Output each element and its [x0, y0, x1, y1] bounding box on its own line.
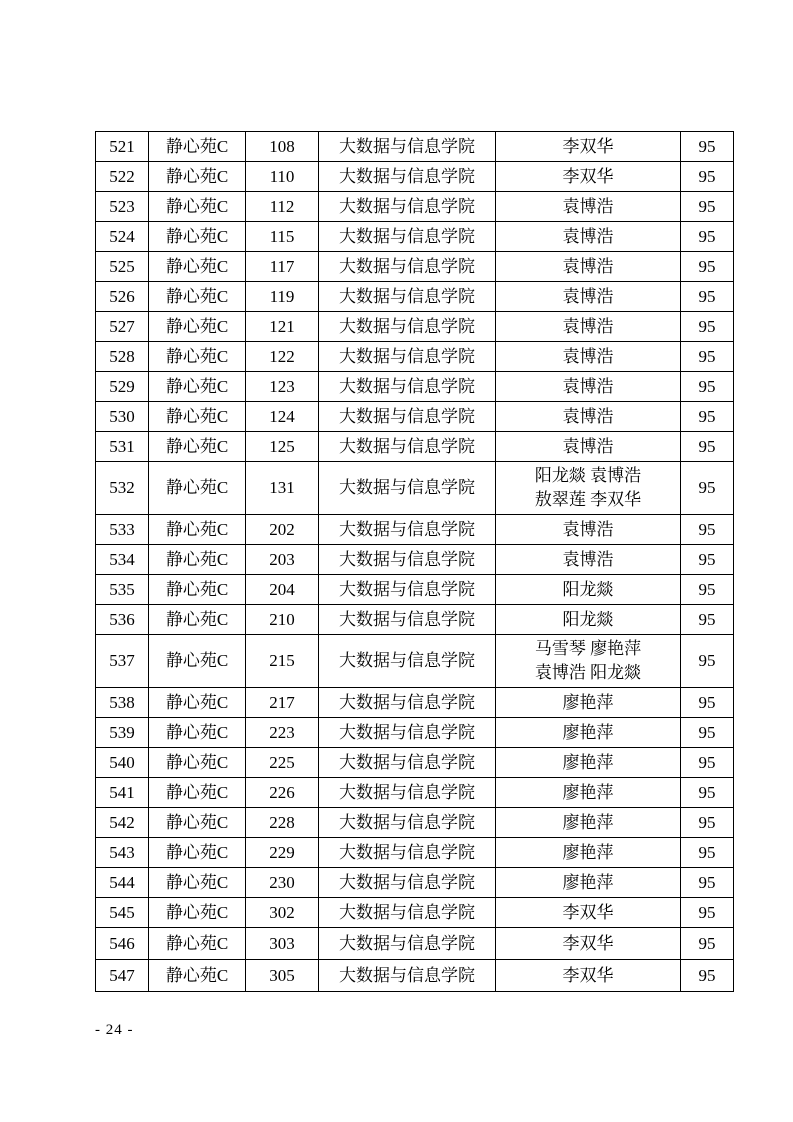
staff-name-line: 敖翠莲 李双华: [534, 490, 642, 509]
room-number-cell: 204: [246, 575, 319, 605]
score-cell: 95: [681, 960, 734, 992]
college-cell: 大数据与信息学院: [319, 635, 496, 688]
building-cell: 静心苑C: [149, 808, 246, 838]
row-number-cell: 541: [96, 778, 149, 808]
staff-cell: [496, 515, 681, 545]
staff-name-line: 李双华: [562, 136, 614, 156]
room-number-cell: 117: [246, 252, 319, 282]
score-cell: 95: [681, 252, 734, 282]
table-row: [96, 372, 734, 402]
staff-name-line: 袁博浩: [562, 286, 614, 306]
staff-name-line: 阳龙燚 袁博浩: [534, 466, 642, 485]
row-number-cell: 526: [96, 282, 149, 312]
room-number-cell: 121: [246, 312, 319, 342]
room-number-cell: 305: [246, 960, 319, 992]
staff-name-line: 李双华: [562, 965, 614, 985]
staff-cell: [496, 162, 681, 192]
staff-name-line: 李双华: [562, 933, 614, 953]
college-cell: 大数据与信息学院: [319, 432, 496, 462]
score-cell: 95: [681, 898, 734, 928]
staff-cell: [496, 312, 681, 342]
staff-name-line: 廖艳萍: [562, 692, 614, 712]
score-cell: 95: [681, 748, 734, 778]
building-cell: 静心苑C: [149, 462, 246, 515]
staff-cell: [496, 898, 681, 928]
staff-name-line: 袁博浩: [562, 436, 614, 456]
staff-name-line: 阳龙燚: [562, 609, 614, 629]
college-cell: 大数据与信息学院: [319, 748, 496, 778]
score-cell: 95: [681, 402, 734, 432]
room-number-cell: 230: [246, 868, 319, 898]
staff-name-line: 袁博浩: [562, 196, 614, 216]
room-number-cell: 229: [246, 838, 319, 868]
row-number-cell: 534: [96, 545, 149, 575]
college-cell: 大数据与信息学院: [319, 312, 496, 342]
table-row: [96, 960, 734, 992]
staff-name-line: 廖艳萍: [562, 722, 614, 742]
staff-cell: [496, 545, 681, 575]
staff-cell: [496, 605, 681, 635]
score-cell: 95: [681, 342, 734, 372]
row-number-cell: 546: [96, 928, 149, 960]
row-number-cell: 545: [96, 898, 149, 928]
row-number-cell: 536: [96, 605, 149, 635]
building-cell: 静心苑C: [149, 342, 246, 372]
row-number-cell: 527: [96, 312, 149, 342]
college-cell: 大数据与信息学院: [319, 898, 496, 928]
score-cell: 95: [681, 778, 734, 808]
table-row: [96, 432, 734, 462]
score-cell: 95: [681, 868, 734, 898]
college-cell: 大数据与信息学院: [319, 688, 496, 718]
row-number-cell: 525: [96, 252, 149, 282]
table-row: [96, 928, 734, 960]
college-cell: 大数据与信息学院: [319, 718, 496, 748]
staff-cell: [496, 635, 681, 688]
staff-name-line: 袁博浩: [562, 519, 614, 539]
score-cell: 95: [681, 132, 734, 162]
row-number-cell: 531: [96, 432, 149, 462]
score-cell: 95: [681, 192, 734, 222]
building-cell: 静心苑C: [149, 575, 246, 605]
row-number-cell: 543: [96, 838, 149, 868]
row-number-cell: 530: [96, 402, 149, 432]
table-row: [96, 808, 734, 838]
table-row: [96, 688, 734, 718]
building-cell: 静心苑C: [149, 748, 246, 778]
table-row: [96, 838, 734, 868]
table-row: [96, 748, 734, 778]
row-number-cell: 538: [96, 688, 149, 718]
score-cell: 95: [681, 605, 734, 635]
table-row: [96, 192, 734, 222]
score-cell: 95: [681, 222, 734, 252]
building-cell: 静心苑C: [149, 545, 246, 575]
room-number-cell: 303: [246, 928, 319, 960]
college-cell: 大数据与信息学院: [319, 808, 496, 838]
room-number-cell: 119: [246, 282, 319, 312]
row-number-cell: 542: [96, 808, 149, 838]
staff-cell: [496, 575, 681, 605]
college-cell: 大数据与信息学院: [319, 928, 496, 960]
room-number-cell: 122: [246, 342, 319, 372]
table-row: [96, 545, 734, 575]
college-cell: 大数据与信息学院: [319, 545, 496, 575]
staff-cell: [496, 748, 681, 778]
row-number-cell: 521: [96, 132, 149, 162]
college-cell: 大数据与信息学院: [319, 132, 496, 162]
staff-cell: [496, 688, 681, 718]
row-number-cell: 544: [96, 868, 149, 898]
staff-name-line: 廖艳萍: [562, 812, 614, 832]
building-cell: 静心苑C: [149, 718, 246, 748]
room-number-cell: 203: [246, 545, 319, 575]
building-cell: 静心苑C: [149, 688, 246, 718]
staff-cell: [496, 402, 681, 432]
table-row: [96, 575, 734, 605]
room-number-cell: 125: [246, 432, 319, 462]
staff-name-line: 李双华: [562, 166, 614, 186]
college-cell: 大数据与信息学院: [319, 372, 496, 402]
staff-name-line: 袁博浩: [562, 549, 614, 569]
staff-name-line: 廖艳萍: [562, 842, 614, 862]
room-number-cell: 226: [246, 778, 319, 808]
building-cell: 静心苑C: [149, 432, 246, 462]
room-number-cell: 215: [246, 635, 319, 688]
building-cell: 静心苑C: [149, 222, 246, 252]
table-row: [96, 515, 734, 545]
row-number-cell: 539: [96, 718, 149, 748]
row-number-cell: 537: [96, 635, 149, 688]
building-cell: 静心苑C: [149, 928, 246, 960]
row-number-cell: 522: [96, 162, 149, 192]
college-cell: 大数据与信息学院: [319, 515, 496, 545]
staff-name-line: 廖艳萍: [562, 872, 614, 892]
staff-cell: [496, 808, 681, 838]
staff-name-line: 袁博浩: [562, 406, 614, 426]
staff-name-line: 袁博浩: [562, 346, 614, 366]
room-number-cell: 202: [246, 515, 319, 545]
dormitory-inspection-table: [95, 131, 734, 992]
table-row: [96, 312, 734, 342]
table-row: [96, 868, 734, 898]
college-cell: 大数据与信息学院: [319, 192, 496, 222]
college-cell: 大数据与信息学院: [319, 162, 496, 192]
score-cell: 95: [681, 545, 734, 575]
staff-name-line: 马雪琴 廖艳萍: [534, 639, 642, 658]
building-cell: 静心苑C: [149, 372, 246, 402]
score-cell: 95: [681, 432, 734, 462]
staff-name-line: 袁博浩: [562, 376, 614, 396]
building-cell: 静心苑C: [149, 192, 246, 222]
table-row: [96, 282, 734, 312]
score-cell: 95: [681, 928, 734, 960]
college-cell: 大数据与信息学院: [319, 960, 496, 992]
staff-name-line: 阳龙燚: [562, 579, 614, 599]
row-number-cell: 528: [96, 342, 149, 372]
building-cell: 静心苑C: [149, 282, 246, 312]
row-number-cell: 533: [96, 515, 149, 545]
table-row: [96, 252, 734, 282]
table-body: [96, 132, 734, 992]
room-number-cell: 210: [246, 605, 319, 635]
room-number-cell: 115: [246, 222, 319, 252]
college-cell: 大数据与信息学院: [319, 838, 496, 868]
college-cell: 大数据与信息学院: [319, 868, 496, 898]
staff-cell: [496, 132, 681, 162]
score-cell: 95: [681, 462, 734, 515]
college-cell: 大数据与信息学院: [319, 252, 496, 282]
building-cell: 静心苑C: [149, 252, 246, 282]
staff-cell: [496, 222, 681, 252]
staff-cell: [496, 372, 681, 402]
room-number-cell: 131: [246, 462, 319, 515]
table-row: [96, 718, 734, 748]
table-row: [96, 898, 734, 928]
building-cell: 静心苑C: [149, 868, 246, 898]
room-number-cell: 217: [246, 688, 319, 718]
college-cell: 大数据与信息学院: [319, 778, 496, 808]
staff-cell: [496, 252, 681, 282]
score-cell: 95: [681, 162, 734, 192]
college-cell: 大数据与信息学院: [319, 222, 496, 252]
score-cell: 95: [681, 282, 734, 312]
staff-cell: [496, 960, 681, 992]
table-row: [96, 222, 734, 252]
room-number-cell: 110: [246, 162, 319, 192]
row-number-cell: 535: [96, 575, 149, 605]
row-number-cell: 524: [96, 222, 149, 252]
score-cell: 95: [681, 312, 734, 342]
staff-cell: [496, 462, 681, 515]
row-number-cell: 532: [96, 462, 149, 515]
room-number-cell: 108: [246, 132, 319, 162]
building-cell: 静心苑C: [149, 778, 246, 808]
page-number: - 24 -: [95, 1022, 134, 1038]
college-cell: 大数据与信息学院: [319, 402, 496, 432]
staff-name-line: 袁博浩: [562, 256, 614, 276]
score-cell: 95: [681, 575, 734, 605]
building-cell: 静心苑C: [149, 312, 246, 342]
building-cell: 静心苑C: [149, 838, 246, 868]
staff-cell: [496, 192, 681, 222]
building-cell: 静心苑C: [149, 960, 246, 992]
college-cell: 大数据与信息学院: [319, 575, 496, 605]
score-cell: 95: [681, 808, 734, 838]
room-number-cell: 112: [246, 192, 319, 222]
building-cell: 静心苑C: [149, 515, 246, 545]
table-row: [96, 132, 734, 162]
building-cell: 静心苑C: [149, 635, 246, 688]
room-number-cell: 225: [246, 748, 319, 778]
row-number-cell: 540: [96, 748, 149, 778]
table-row: [96, 778, 734, 808]
staff-name-line: 廖艳萍: [562, 752, 614, 772]
staff-cell: [496, 432, 681, 462]
table-row: [96, 605, 734, 635]
score-cell: 95: [681, 838, 734, 868]
staff-name-line: 袁博浩 阳龙燚: [534, 663, 642, 682]
staff-name-line: 李双华: [562, 902, 614, 922]
table-row: [96, 635, 734, 688]
building-cell: 静心苑C: [149, 898, 246, 928]
row-number-cell: 547: [96, 960, 149, 992]
room-number-cell: 124: [246, 402, 319, 432]
staff-name-line: 廖艳萍: [562, 782, 614, 802]
score-cell: 95: [681, 635, 734, 688]
staff-cell: [496, 718, 681, 748]
room-number-cell: 228: [246, 808, 319, 838]
building-cell: 静心苑C: [149, 132, 246, 162]
building-cell: 静心苑C: [149, 605, 246, 635]
table-row: [96, 162, 734, 192]
table-row: [96, 402, 734, 432]
staff-name-line: 袁博浩: [562, 226, 614, 246]
college-cell: 大数据与信息学院: [319, 282, 496, 312]
room-number-cell: 223: [246, 718, 319, 748]
table-row: [96, 342, 734, 372]
score-cell: 95: [681, 718, 734, 748]
score-cell: 95: [681, 372, 734, 402]
staff-cell: [496, 778, 681, 808]
row-number-cell: 523: [96, 192, 149, 222]
college-cell: 大数据与信息学院: [319, 605, 496, 635]
score-cell: 95: [681, 515, 734, 545]
staff-cell: [496, 282, 681, 312]
building-cell: 静心苑C: [149, 162, 246, 192]
room-number-cell: 123: [246, 372, 319, 402]
table-row: [96, 462, 734, 515]
college-cell: 大数据与信息学院: [319, 462, 496, 515]
staff-cell: [496, 928, 681, 960]
staff-cell: [496, 838, 681, 868]
college-cell: 大数据与信息学院: [319, 342, 496, 372]
room-number-cell: 302: [246, 898, 319, 928]
staff-cell: [496, 868, 681, 898]
staff-cell: [496, 342, 681, 372]
building-cell: 静心苑C: [149, 402, 246, 432]
staff-name-line: 袁博浩: [562, 316, 614, 336]
row-number-cell: 529: [96, 372, 149, 402]
score-cell: 95: [681, 688, 734, 718]
